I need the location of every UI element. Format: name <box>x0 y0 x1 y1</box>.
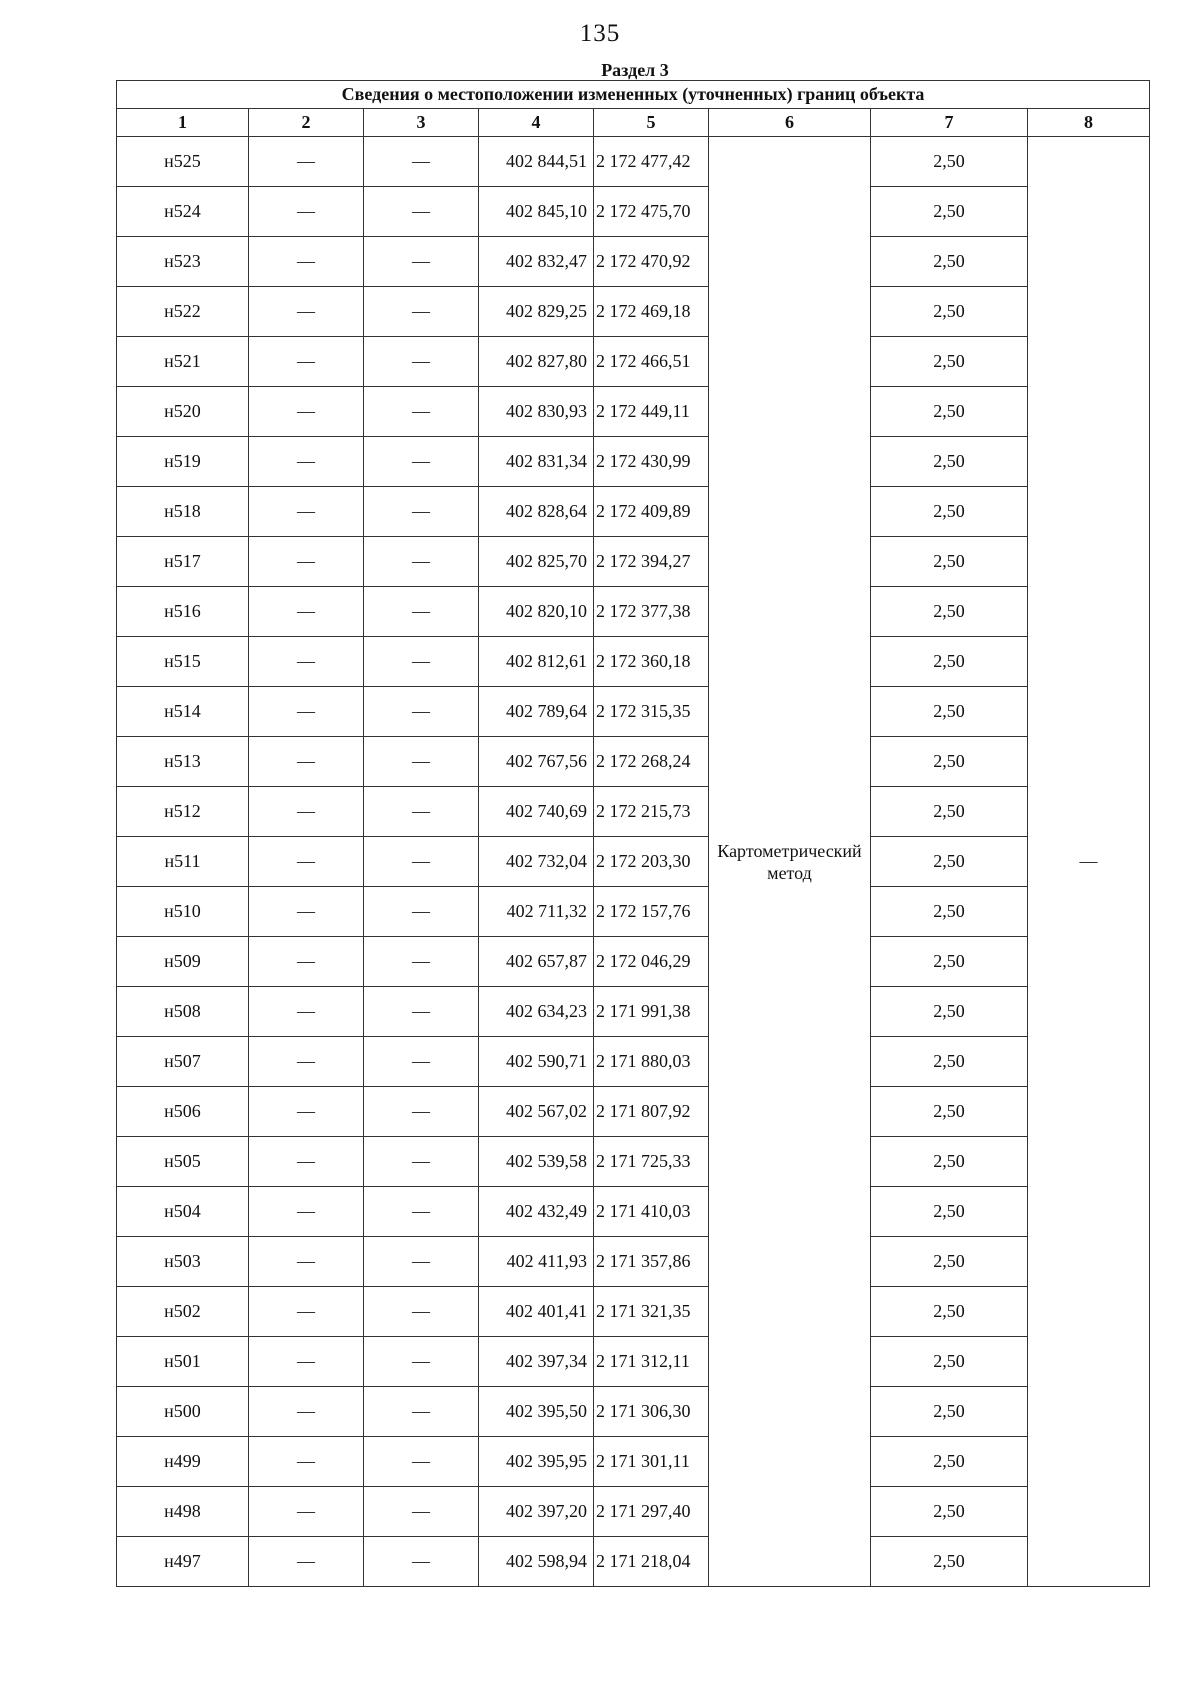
point-name-cell: н515 <box>117 637 249 687</box>
column-3-cell: — <box>364 1537 479 1587</box>
point-name-cell: н524 <box>117 187 249 237</box>
y-coordinate-cell: 2 172 449,11 <box>594 387 709 437</box>
table-row <box>117 787 1150 837</box>
column-number: 1 <box>117 109 249 137</box>
table-row <box>117 1137 1150 1187</box>
accuracy-cell: 2,50 <box>871 437 1028 487</box>
column-number: 5 <box>594 109 709 137</box>
column-8-cell: — <box>1028 137 1150 1587</box>
accuracy-cell: 2,50 <box>871 537 1028 587</box>
x-coordinate-cell: 402 634,23 <box>479 987 594 1037</box>
point-name-cell: н512 <box>117 787 249 837</box>
column-2-cell: — <box>249 1487 364 1537</box>
column-2-cell: — <box>249 1037 364 1087</box>
table-row <box>117 337 1150 387</box>
column-3-cell: — <box>364 1137 479 1187</box>
point-name-cell: н518 <box>117 487 249 537</box>
point-name-cell: н517 <box>117 537 249 587</box>
y-coordinate-cell: 2 171 725,33 <box>594 1137 709 1187</box>
accuracy-cell: 2,50 <box>871 1537 1028 1587</box>
x-coordinate-cell: 402 711,32 <box>479 887 594 937</box>
column-number-row <box>117 109 1150 137</box>
column-2-cell: — <box>249 1237 364 1287</box>
column-2-cell: — <box>249 387 364 437</box>
column-3-cell: — <box>364 1337 479 1387</box>
column-2-cell: — <box>249 737 364 787</box>
accuracy-cell: 2,50 <box>871 637 1028 687</box>
column-2-cell: — <box>249 887 364 937</box>
x-coordinate-cell: 402 789,64 <box>479 687 594 737</box>
table-row <box>117 1437 1150 1487</box>
x-coordinate-cell: 402 432,49 <box>479 1187 594 1237</box>
column-3-cell: — <box>364 237 479 287</box>
y-coordinate-cell: 2 171 807,92 <box>594 1087 709 1137</box>
column-number: 7 <box>871 109 1028 137</box>
column-3-cell: — <box>364 287 479 337</box>
column-2-cell: — <box>249 687 364 737</box>
point-name-cell: н506 <box>117 1087 249 1137</box>
accuracy-cell: 2,50 <box>871 787 1028 837</box>
column-3-cell: — <box>364 1237 479 1287</box>
column-2-cell: — <box>249 787 364 837</box>
y-coordinate-cell: 2 172 466,51 <box>594 337 709 387</box>
x-coordinate-cell: 402 395,50 <box>479 1387 594 1437</box>
x-coordinate-cell: 402 397,34 <box>479 1337 594 1387</box>
y-coordinate-cell: 2 171 301,11 <box>594 1437 709 1487</box>
column-2-cell: — <box>249 1187 364 1237</box>
x-coordinate-cell: 402 767,56 <box>479 737 594 787</box>
column-number: 2 <box>249 109 364 137</box>
point-name-cell: н520 <box>117 387 249 437</box>
page-number: 135 <box>579 20 621 47</box>
accuracy-cell: 2,50 <box>871 1087 1028 1137</box>
point-name-cell: н504 <box>117 1187 249 1237</box>
accuracy-cell: 2,50 <box>871 887 1028 937</box>
point-name-cell: н500 <box>117 1387 249 1437</box>
y-coordinate-cell: 2 171 321,35 <box>594 1287 709 1337</box>
accuracy-cell: 2,50 <box>871 487 1028 537</box>
column-3-cell: — <box>364 1387 479 1437</box>
column-2-cell: — <box>249 937 364 987</box>
x-coordinate-cell: 402 820,10 <box>479 587 594 637</box>
point-name-cell: н523 <box>117 237 249 287</box>
table-row <box>117 737 1150 787</box>
point-name-cell: н514 <box>117 687 249 737</box>
column-2-cell: — <box>249 587 364 637</box>
accuracy-cell: 2,50 <box>871 737 1028 787</box>
column-3-cell: — <box>364 987 479 1037</box>
column-2-cell: — <box>249 337 364 387</box>
accuracy-cell: 2,50 <box>871 337 1028 387</box>
column-2-cell: — <box>249 1387 364 1437</box>
column-3-cell: — <box>364 1037 479 1087</box>
point-name-cell: н503 <box>117 1237 249 1287</box>
column-2-cell: — <box>249 1137 364 1187</box>
table-row <box>117 437 1150 487</box>
x-coordinate-cell: 402 397,20 <box>479 1487 594 1537</box>
column-number: 6 <box>709 109 871 137</box>
accuracy-cell: 2,50 <box>871 1187 1028 1237</box>
table-row <box>117 1387 1150 1437</box>
coordinates-table <box>116 80 1150 1587</box>
x-coordinate-cell: 402 590,71 <box>479 1037 594 1087</box>
accuracy-cell: 2,50 <box>871 987 1028 1037</box>
y-coordinate-cell: 2 172 157,76 <box>594 887 709 937</box>
table-row <box>117 1537 1150 1587</box>
table-row <box>117 937 1150 987</box>
column-2-cell: — <box>249 237 364 287</box>
point-name-cell: н501 <box>117 1337 249 1387</box>
table-row <box>117 587 1150 637</box>
table-row <box>117 237 1150 287</box>
y-coordinate-cell: 2 172 430,99 <box>594 437 709 487</box>
column-2-cell: — <box>249 837 364 887</box>
column-3-cell: — <box>364 637 479 687</box>
column-number: 4 <box>479 109 594 137</box>
table-row <box>117 637 1150 687</box>
x-coordinate-cell: 402 401,41 <box>479 1287 594 1337</box>
y-coordinate-cell: 2 172 360,18 <box>594 637 709 687</box>
y-coordinate-cell: 2 171 297,40 <box>594 1487 709 1537</box>
column-2-cell: — <box>249 1437 364 1487</box>
x-coordinate-cell: 402 411,93 <box>479 1237 594 1287</box>
point-name-cell: н508 <box>117 987 249 1037</box>
accuracy-cell: 2,50 <box>871 1337 1028 1387</box>
column-3-cell: — <box>364 587 479 637</box>
x-coordinate-cell: 402 829,25 <box>479 287 594 337</box>
column-2-cell: — <box>249 1537 364 1587</box>
point-name-cell: н505 <box>117 1137 249 1187</box>
table-row <box>117 137 1150 187</box>
accuracy-cell: 2,50 <box>871 1487 1028 1537</box>
column-3-cell: — <box>364 487 479 537</box>
column-2-cell: — <box>249 287 364 337</box>
column-3-cell: — <box>364 837 479 887</box>
x-coordinate-cell: 402 831,34 <box>479 437 594 487</box>
column-number: 3 <box>364 109 479 137</box>
table-row <box>117 537 1150 587</box>
column-2-cell: — <box>249 437 364 487</box>
column-3-cell: — <box>364 887 479 937</box>
column-2-cell: — <box>249 537 364 587</box>
y-coordinate-cell: 2 172 475,70 <box>594 187 709 237</box>
table-caption: Сведения о местоположении измененных (уточненных) границ объекта <box>117 81 1150 109</box>
table-row <box>117 1037 1150 1087</box>
table-row <box>117 387 1150 437</box>
point-name-cell: н498 <box>117 1487 249 1537</box>
accuracy-cell: 2,50 <box>871 1037 1028 1087</box>
table-row <box>117 1187 1150 1237</box>
y-coordinate-cell: 2 172 470,92 <box>594 237 709 287</box>
column-3-cell: — <box>364 187 479 237</box>
point-name-cell: н513 <box>117 737 249 787</box>
column-2-cell: — <box>249 1087 364 1137</box>
column-3-cell: — <box>364 387 479 437</box>
accuracy-cell: 2,50 <box>871 287 1028 337</box>
y-coordinate-cell: 2 171 218,04 <box>594 1537 709 1587</box>
accuracy-cell: 2,50 <box>871 687 1028 737</box>
x-coordinate-cell: 402 812,61 <box>479 637 594 687</box>
method-cell: Картометрический метод <box>709 137 871 1587</box>
x-coordinate-cell: 402 832,47 <box>479 237 594 287</box>
column-2-cell: — <box>249 637 364 687</box>
y-coordinate-cell: 2 171 991,38 <box>594 987 709 1037</box>
y-coordinate-cell: 2 172 409,89 <box>594 487 709 537</box>
point-name-cell: н510 <box>117 887 249 937</box>
accuracy-cell: 2,50 <box>871 1137 1028 1187</box>
point-name-cell: н511 <box>117 837 249 887</box>
x-coordinate-cell: 402 844,51 <box>479 137 594 187</box>
x-coordinate-cell: 402 827,80 <box>479 337 594 387</box>
x-coordinate-cell: 402 657,87 <box>479 937 594 987</box>
y-coordinate-cell: 2 171 880,03 <box>594 1037 709 1087</box>
column-2-cell: — <box>249 1337 364 1387</box>
table-row <box>117 887 1150 937</box>
column-2-cell: — <box>249 187 364 237</box>
column-3-cell: — <box>364 1287 479 1337</box>
y-coordinate-cell: 2 172 477,42 <box>594 137 709 187</box>
accuracy-cell: 2,50 <box>871 237 1028 287</box>
point-name-cell: н521 <box>117 337 249 387</box>
column-3-cell: — <box>364 787 479 837</box>
column-3-cell: — <box>364 687 479 737</box>
accuracy-cell: 2,50 <box>871 837 1028 887</box>
accuracy-cell: 2,50 <box>871 1387 1028 1437</box>
point-name-cell: н525 <box>117 137 249 187</box>
table-row <box>117 287 1150 337</box>
column-3-cell: — <box>364 137 479 187</box>
accuracy-cell: 2,50 <box>871 587 1028 637</box>
accuracy-cell: 2,50 <box>871 137 1028 187</box>
accuracy-cell: 2,50 <box>871 187 1028 237</box>
column-3-cell: — <box>364 937 479 987</box>
y-coordinate-cell: 2 172 215,73 <box>594 787 709 837</box>
accuracy-cell: 2,50 <box>871 387 1028 437</box>
x-coordinate-cell: 402 825,70 <box>479 537 594 587</box>
y-coordinate-cell: 2 171 312,11 <box>594 1337 709 1387</box>
y-coordinate-cell: 2 171 357,86 <box>594 1237 709 1287</box>
x-coordinate-cell: 402 830,93 <box>479 387 594 437</box>
point-name-cell: н516 <box>117 587 249 637</box>
table-row <box>117 1087 1150 1137</box>
accuracy-cell: 2,50 <box>871 937 1028 987</box>
x-coordinate-cell: 402 845,10 <box>479 187 594 237</box>
column-3-cell: — <box>364 737 479 787</box>
y-coordinate-cell: 2 172 046,29 <box>594 937 709 987</box>
y-coordinate-cell: 2 172 394,27 <box>594 537 709 587</box>
column-3-cell: — <box>364 1087 479 1137</box>
y-coordinate-cell: 2 172 377,38 <box>594 587 709 637</box>
x-coordinate-cell: 402 732,04 <box>479 837 594 887</box>
column-2-cell: — <box>249 987 364 1037</box>
table-row <box>117 187 1150 237</box>
table-row <box>117 687 1150 737</box>
column-2-cell: — <box>249 487 364 537</box>
y-coordinate-cell: 2 172 203,30 <box>594 837 709 887</box>
table-row <box>117 987 1150 1037</box>
column-3-cell: — <box>364 537 479 587</box>
y-coordinate-cell: 2 172 315,35 <box>594 687 709 737</box>
y-coordinate-cell: 2 171 410,03 <box>594 1187 709 1237</box>
y-coordinate-cell: 2 171 306,30 <box>594 1387 709 1437</box>
table-row <box>117 1237 1150 1287</box>
column-number: 8 <box>1028 109 1150 137</box>
accuracy-cell: 2,50 <box>871 1437 1028 1487</box>
x-coordinate-cell: 402 539,58 <box>479 1137 594 1187</box>
y-coordinate-cell: 2 172 469,18 <box>594 287 709 337</box>
table-row <box>117 837 1150 887</box>
x-coordinate-cell: 402 395,95 <box>479 1437 594 1487</box>
column-3-cell: — <box>364 1487 479 1537</box>
x-coordinate-cell: 402 828,64 <box>479 487 594 537</box>
section-title: Раздел 3 <box>601 60 669 80</box>
column-3-cell: — <box>364 1437 479 1487</box>
point-name-cell: н499 <box>117 1437 249 1487</box>
table-row <box>117 1287 1150 1337</box>
column-3-cell: — <box>364 1187 479 1237</box>
x-coordinate-cell: 402 740,69 <box>479 787 594 837</box>
table-row <box>117 1487 1150 1537</box>
table-row <box>117 487 1150 537</box>
table-body <box>117 137 1150 1587</box>
table-row <box>117 1337 1150 1387</box>
accuracy-cell: 2,50 <box>871 1287 1028 1337</box>
point-name-cell: н497 <box>117 1537 249 1587</box>
y-coordinate-cell: 2 172 268,24 <box>594 737 709 787</box>
column-2-cell: — <box>249 1287 364 1337</box>
column-2-cell: — <box>249 137 364 187</box>
accuracy-cell: 2,50 <box>871 1237 1028 1287</box>
point-name-cell: н522 <box>117 287 249 337</box>
point-name-cell: н507 <box>117 1037 249 1087</box>
column-3-cell: — <box>364 337 479 387</box>
x-coordinate-cell: 402 567,02 <box>479 1087 594 1137</box>
x-coordinate-cell: 402 598,94 <box>479 1537 594 1587</box>
point-name-cell: н502 <box>117 1287 249 1337</box>
column-3-cell: — <box>364 437 479 487</box>
point-name-cell: н509 <box>117 937 249 987</box>
point-name-cell: н519 <box>117 437 249 487</box>
